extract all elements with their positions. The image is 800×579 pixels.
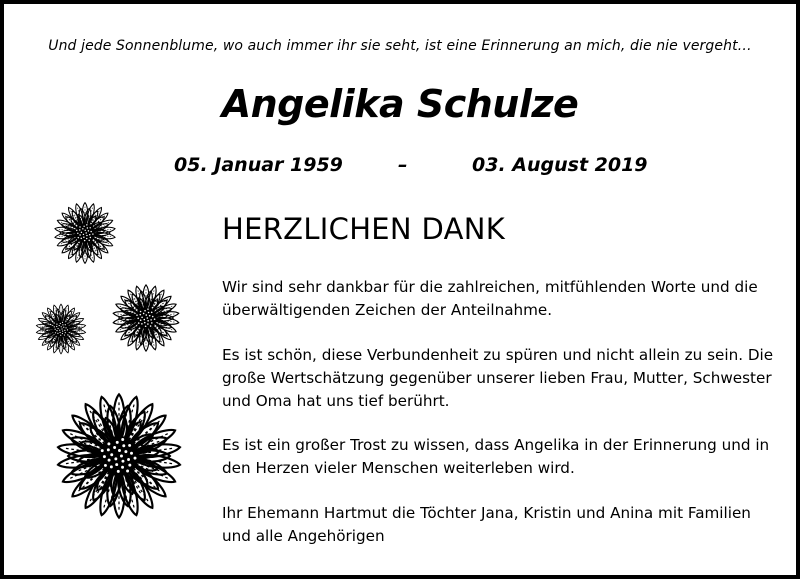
death-date: 03. August 2019	[472, 154, 648, 176]
thanks-heading: HERZLICHEN DANK	[222, 212, 506, 246]
motto-quote: Und jede Sonnenblume, wo auch immer ihr sie seht, ist eine Erinnerung an mich, die nie vergeht…	[48, 38, 752, 54]
thanks-paragraph-1: Wir sind sehr dankbar für die zahlreichen, mitfühlenden Worte und die überwältigenden Zeichen der Anteilnahme.	[222, 278, 758, 319]
thanks-paragraph-3: Es ist ein großer Trost zu wissen, dass Angelika in der Erinnerung und in den Herzen vieler Menschen weiterleben wird.	[222, 436, 770, 477]
thanks-paragraph-2: Es ist schön, diese Verbundenheit zu spüren und nicht allein zu sein. Die große Wertschätzung gegenüber unserer lieben Frau, Mutter, Schwester und Oma hat uns tief berührt.	[222, 346, 774, 410]
deceased-name: Angelika Schulze	[221, 82, 579, 126]
family-signature: Ihr Ehemann Hartmut die Töchter Jana, Kristin und Anina mit Familien und alle Angehörigen	[222, 504, 751, 545]
birth-date: 05. Januar 1959	[174, 154, 343, 176]
sunflower-icon	[34, 302, 88, 356]
sunflower-icon	[110, 282, 182, 354]
sunflower-icon	[52, 386, 186, 526]
sunflower-icon	[50, 200, 120, 266]
date-separator: –	[398, 154, 408, 176]
